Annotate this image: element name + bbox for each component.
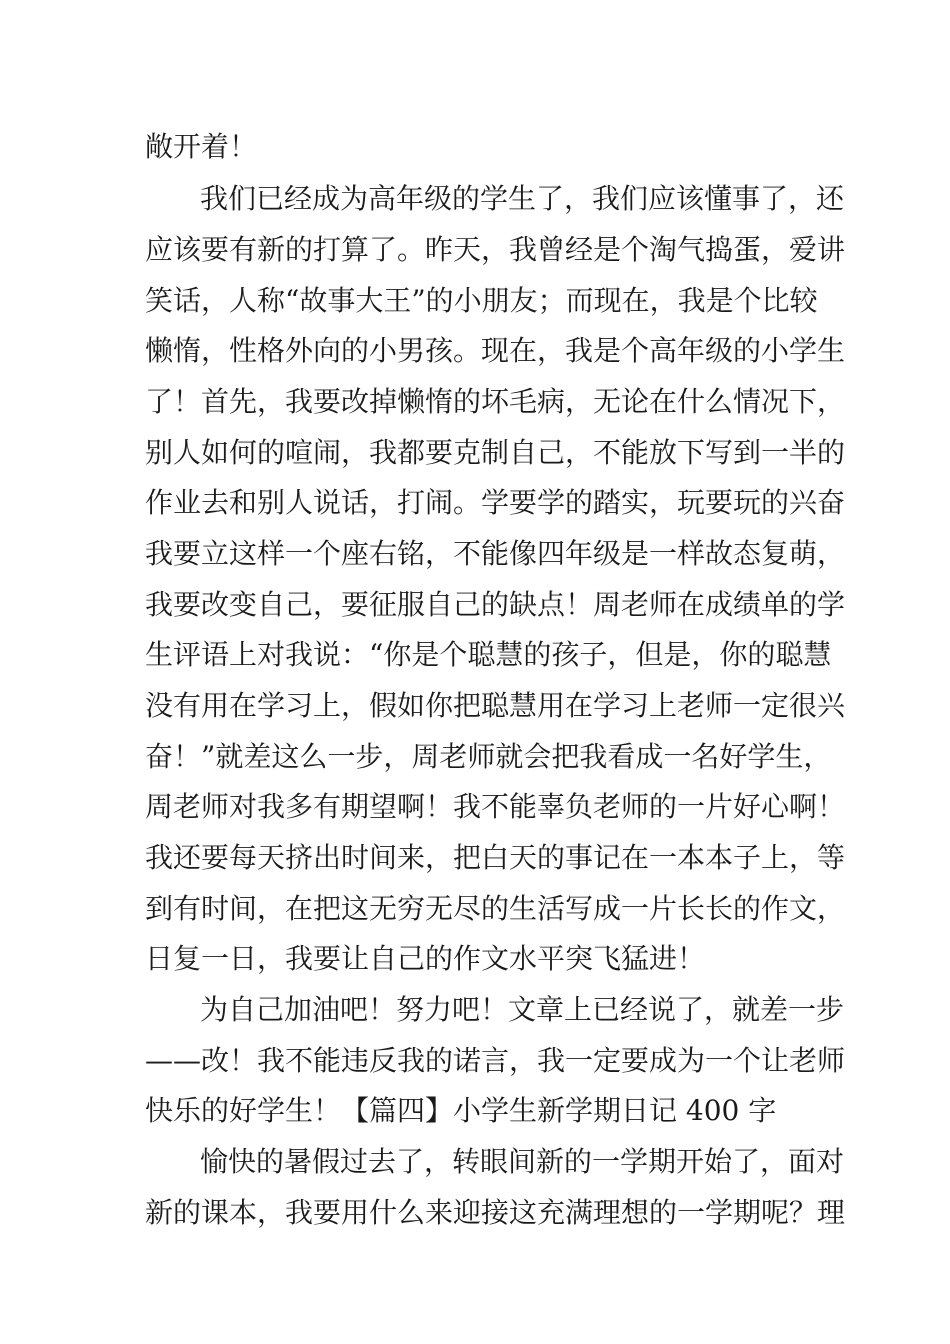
text-line: 我还要每天挤出时间来，把白天的事记在一本本子上，等 [145, 841, 846, 874]
text-line: 生评语上对我说：“你是个聪慧的孩子，但是，你的聪慧 [145, 638, 832, 671]
text-line: 懒惰，性格外向的小男孩。现在，我是个高年级的小学生 [145, 334, 846, 367]
text-line: 日复一日，我要让自己的作文水平突飞猛进！ [145, 942, 706, 975]
text-line: 敞开着！ [145, 130, 258, 163]
text-line: 了！首先，我要改掉懒惰的坏毛病，无论在什么情况下， [145, 385, 846, 418]
text-line: ——改！我不能违反我的诺言，我一定要成为一个让老师 [145, 1044, 846, 1077]
text-line: 我要立这样一个座右铭，不能像四年级是一样故态复萌， [145, 537, 846, 570]
paragraph-start-line: 为自己加油吧！努力吧！文章上已经说了，就差一步 [200, 993, 845, 1026]
paragraph-start-line: 愉快的暑假过去了，转眼间新的一学期开始了，面对 [200, 1145, 845, 1178]
text-line: 周老师对我多有期望啊！我不能辜负老师的一片好心啊！ [145, 790, 846, 823]
text-line: 奋！”就差这么一步，周老师就会把我看成一名好学生， [145, 740, 832, 773]
text-line: 快乐的好学生！【篇四】小学生新学期日记 400 字 [145, 1094, 777, 1127]
text-line: 别人如何的喧闹，我都要克制自己，不能放下写到一半的 [145, 436, 846, 469]
text-line: 应该要有新的打算了。昨天，我曾经是个淘气捣蛋，爱讲 [145, 233, 846, 266]
text-line: 作业去和别人说话，打闹。学要学的踏实，玩要玩的兴奋 [145, 486, 846, 519]
text-line: 没有用在学习上，假如你把聪慧用在学习上老师一定很兴 [145, 689, 846, 722]
text-line: 新的课本，我要用什么来迎接这充满理想的一学期呢？理 [145, 1196, 846, 1229]
paragraph-start-line: 我们已经成为高年级的学生了，我们应该懂事了，还 [200, 182, 845, 215]
text-line: 我要改变自己，要征服自己的缺点！周老师在成绩单的学 [145, 588, 846, 621]
text-line: 到有时间，在把这无穷无尽的生活写成一片长长的作文， [145, 892, 846, 925]
text-line: 笑话，人称“故事大王”的小朋友；而现在，我是个比较 [145, 284, 818, 317]
